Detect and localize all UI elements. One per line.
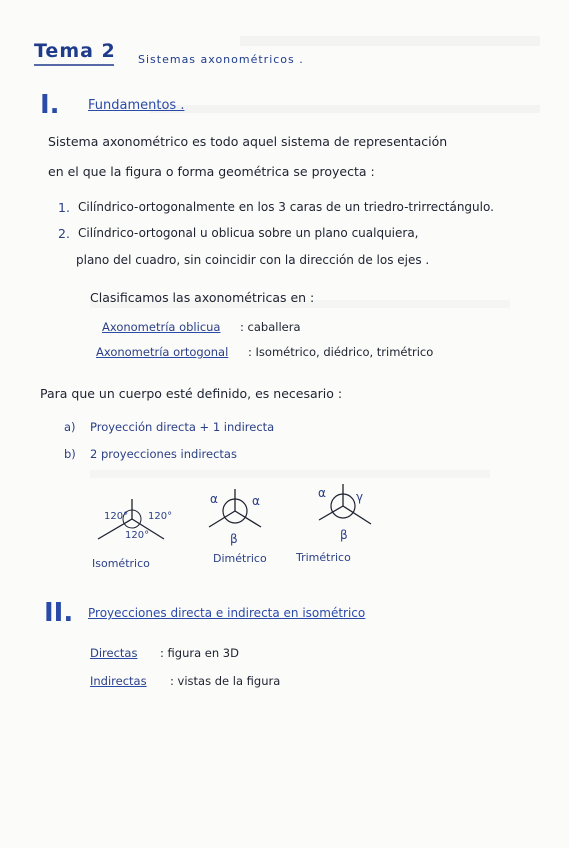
oblique-value: : caballera (240, 320, 301, 334)
page-title: Tema 2 (34, 40, 116, 62)
section-number: II. (44, 598, 74, 628)
list-marker: 2. (58, 226, 70, 241)
projection-label: Indirectas (90, 674, 147, 688)
projection-label: Directas (90, 646, 138, 660)
angle-label: α (252, 494, 260, 508)
section-number: I. (40, 90, 60, 120)
orthogonal-label: Axonometría ortogonal (96, 345, 229, 359)
bleed-through-decoration (90, 470, 490, 478)
intro-line: en el que la figura o forma geométrica se proyecta : (48, 164, 375, 179)
definition-intro: Para que un cuerpo esté definido, es necesario : (40, 386, 343, 401)
bleed-through-decoration (240, 36, 540, 46)
classification-intro: Clasificamos las axonométricas en : (90, 290, 315, 305)
figure-caption: Dimétrico (213, 552, 267, 565)
definition-item: 2 proyecciones indirectas (90, 447, 237, 461)
section-title: Fundamentos . (88, 98, 185, 113)
projection-value: : vistas de la figura (170, 674, 281, 688)
angle-label: 120° (104, 511, 129, 522)
angle-label: α (318, 486, 326, 500)
section-title: Proyecciones directa e indirecta en isométrico (88, 606, 366, 620)
angle-label: α (210, 492, 218, 506)
orthogonal-value: : Isométrico, diédrico, trimétrico (248, 345, 434, 359)
oblique-label: Axonometría oblicua (102, 320, 221, 334)
page-subtitle: Sistemas axonométricos . (138, 53, 304, 66)
definition-item: Proyección directa + 1 indirecta (90, 420, 275, 434)
angle-label: β (230, 532, 238, 546)
definition-marker: b) (64, 447, 76, 461)
angle-label: 120° (148, 511, 173, 522)
title-underline (34, 63, 116, 67)
bleed-through-decoration (150, 105, 540, 113)
list-item-continuation: plano del cuadro, sin coincidir con la dirección de los ejes . (76, 253, 430, 267)
angle-label: γ (356, 490, 364, 504)
definition-marker: a) (64, 420, 76, 434)
list-item: Cilíndrico-ortogonal u oblicua sobre un plano cualquiera, (78, 226, 419, 240)
list-marker: 1. (58, 200, 70, 215)
angle-label: 120° (125, 530, 150, 541)
intro-line: Sistema axonométrico es todo aquel sistema de representación (48, 134, 448, 149)
projection-value: : figura en 3D (160, 646, 239, 660)
list-item: Cilíndrico-ortogonalmente en los 3 caras de un triedro-trirrectángulo. (78, 200, 494, 214)
angle-label: β (340, 528, 348, 542)
figure-caption: Trimétrico (296, 551, 351, 564)
figure-caption: Isométrico (92, 557, 150, 570)
